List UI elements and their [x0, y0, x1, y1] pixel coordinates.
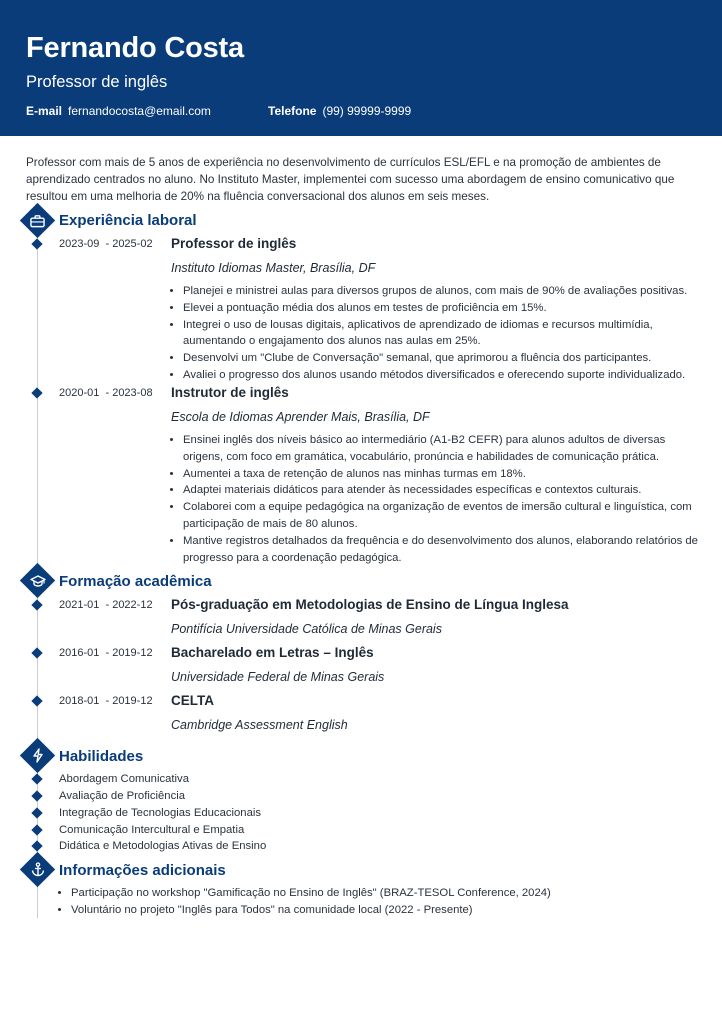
education-dates: 2021-01 - 2022-12: [59, 599, 153, 611]
email-label: E-mail: [26, 104, 63, 118]
timeline-dot: [31, 238, 42, 249]
profile-summary: Professor com mais de 5 anos de experiência no desenvolvimento de currículos ESL/EFL e na promoção de ambientes de aprendizado centrados no aluno. No Instituto Master, implementei com sucesso uma abordagem de ensino comunicativo que resultou em uma melhoria de 20% na fluência conversacional dos alunos em seis meses.: [26, 156, 675, 203]
achievement-item: • Desenvolvi um "Clube de Conversação" semanal, que aprimorou a fluência dos participantes.: [183, 350, 708, 367]
timeline-dot: [31, 695, 42, 706]
contact-email: [26, 104, 211, 119]
achievement-item: • Elevei a pontuação média dos alunos em testes de proficiência em 15%.: [183, 300, 708, 317]
achievement-item: • Colaborei com a equipe pedagógica na organização de eventos de imersão cultural e linguística, com participação de mais de 80 alunos.: [183, 499, 708, 533]
timeline-dot: [31, 599, 42, 610]
job-dates: 2023-09 - 2025-02: [59, 238, 153, 250]
job-achievements: [171, 283, 708, 384]
timeline-dot: [31, 840, 42, 851]
graduation-cap-icon: [30, 574, 46, 588]
job-dates: 2020-01 - 2023-08: [59, 387, 153, 399]
institution: Cambridge Assessment English: [171, 718, 348, 732]
timeline-dot: [31, 647, 42, 658]
info-item: • Participação no workshop "Gamificação no Ensino de Inglês" (BRAZ-TESOL Conference, 2024): [71, 885, 711, 902]
info-item: • Voluntário no projeto "Inglês para Todos" na comunidade local (2022 - Presente): [71, 902, 711, 919]
achievement-item: • Adaptei materiais didáticos para atender às necessidades específicas e contextos culturais.: [183, 482, 708, 499]
skill-item: Didática e Metodologias Ativas de Ensino: [59, 840, 267, 852]
education-dates: 2016-01 - 2019-12: [59, 647, 153, 659]
skill-item: Integração de Tecnologias Educacionais: [59, 807, 262, 819]
achievement-item: • Aumentei a taxa de retenção de alunos nas minhas turmas em 18%.: [183, 466, 708, 483]
timeline-dot: [31, 773, 42, 784]
education-dates: 2018-01 - 2019-12: [59, 695, 153, 707]
skills-section-title: Habilidades: [59, 748, 144, 765]
education-section-icon: [20, 563, 55, 598]
candidate-role: Professor de inglês: [26, 73, 168, 91]
timeline-dot: [31, 387, 42, 398]
job-title: Professor de inglês: [171, 236, 297, 251]
timeline-dot: [31, 807, 42, 818]
degree-title: Bacharelado em Letras – Inglês: [171, 645, 374, 660]
education-section-title: Formação acadêmica: [59, 573, 212, 590]
institution: Pontifícia Universidade Católica de Minas Gerais: [171, 622, 442, 636]
degree-title: Pós-graduação em Metodologias de Ensino de Língua Inglesa: [171, 597, 569, 612]
job-organization: Escola de Idiomas Aprender Mais, Brasília, DF: [171, 410, 430, 424]
anchor-icon: [31, 862, 45, 877]
institution: Universidade Federal de Minas Gerais: [171, 670, 385, 684]
candidate-name: Fernando Costa: [26, 32, 244, 64]
job-achievements: [171, 432, 708, 566]
job-organization: Instituto Idiomas Master, Brasília, DF: [171, 261, 376, 275]
skill-item: Avaliação de Proficiência: [59, 790, 186, 802]
job-title: Instrutor de inglês: [171, 385, 289, 400]
phone-value: (99) 99999-9999: [322, 104, 412, 118]
experience-section-icon: [20, 203, 55, 238]
achievement-item: • Ensinei inglês dos níveis básico ao intermediário (A1-B2 CEFR) para alunos adultos de diversas origens, com foco em gramática, vocabulário, pronúncia e habilidades de comunicação prática.: [183, 432, 708, 466]
contact-phone: [268, 104, 411, 119]
degree-title: CELTA: [171, 693, 214, 708]
achievement-item: • Planejei e ministrei aulas para diversos grupos de alunos, com mais de 90% de avaliações positivas.: [183, 283, 708, 300]
achievement-item: • Mantive registros detalhados da frequência e do desenvolvimento dos alunos, elaborando relatórios de progresso para a coordenação pedagógica.: [183, 533, 708, 567]
additional-section-title: Informações adicionais: [59, 862, 226, 879]
briefcase-icon: [30, 214, 45, 228]
lightning-icon: [32, 748, 44, 763]
additional-section-icon: [20, 852, 55, 887]
timeline-dot: [31, 790, 42, 801]
skill-item: Comunicação Intercultural e Empatia: [59, 824, 245, 836]
achievement-item: • Integrei o uso de lousas digitais, aplicativos de aprendizado de idiomas e recursos multimídia, aumentando o engajamento dos alunos nas aulas em 25%.: [183, 317, 708, 351]
achievement-item: • Avaliei o progresso dos alunos usando métodos diversificados e oferecendo suporte individualizado.: [183, 367, 708, 384]
resume-header: [0, 0, 722, 136]
email-value: fernandocosta@email.com: [68, 104, 211, 118]
skill-item: Abordagem Comunicativa: [59, 773, 189, 785]
skills-section-icon: [20, 738, 55, 773]
experience-section-title: Experiência laboral: [59, 212, 197, 229]
additional-info-list: [59, 885, 711, 919]
phone-label: Telefone: [268, 104, 317, 118]
timeline-dot: [31, 824, 42, 835]
